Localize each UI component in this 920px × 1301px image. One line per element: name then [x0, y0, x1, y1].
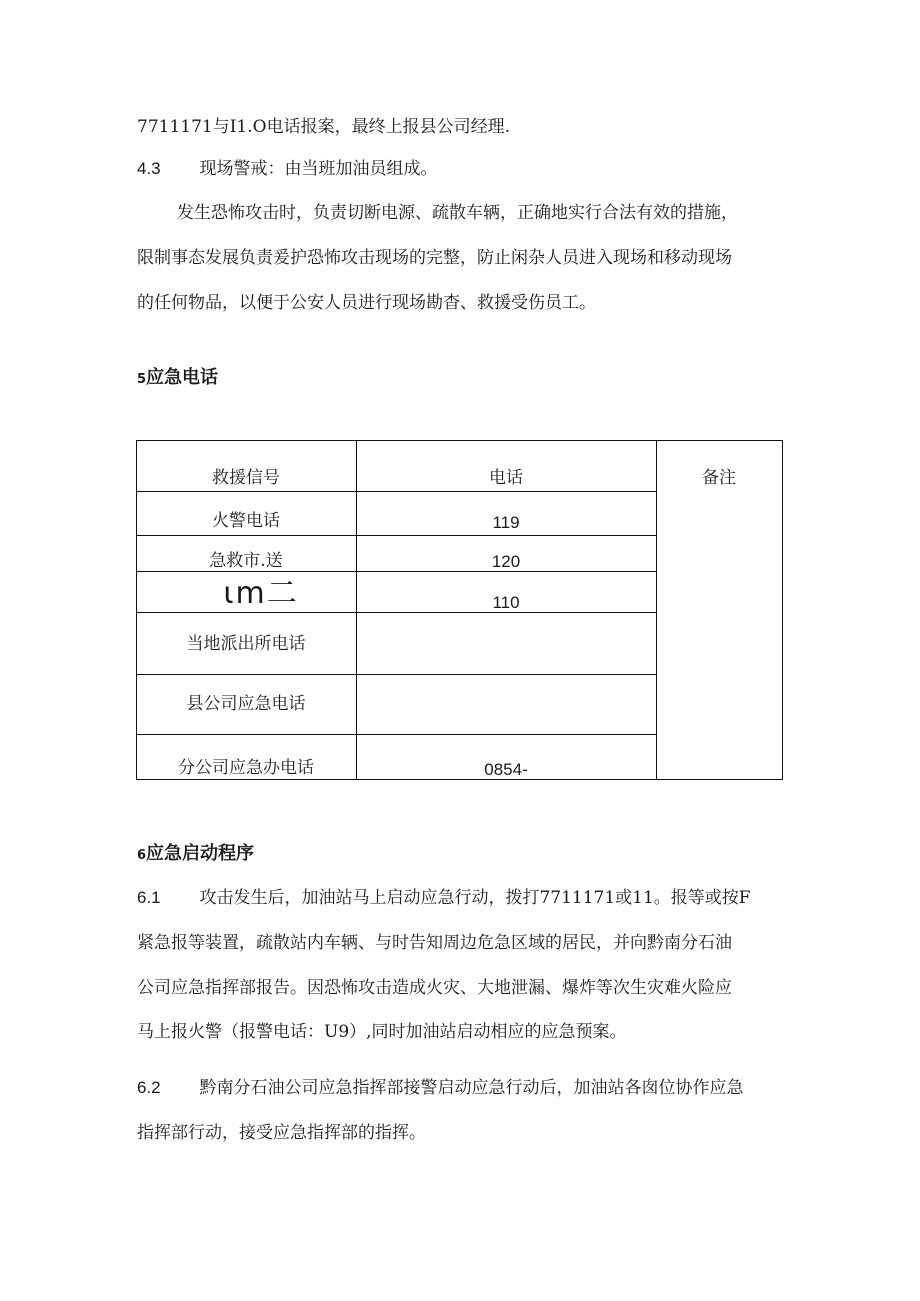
- section-6-1-line: [137, 887, 751, 909]
- section-number: 6.1: [137, 888, 161, 907]
- table-cell-name: 分公司应急办电话: [178, 758, 314, 778]
- paragraph-line: 公司应急指挥部报告。因恐怖攻击造成火灾、大地泄漏、爆炸等次生灾难火险应: [137, 978, 732, 998]
- column-header-phone: 电话: [489, 468, 523, 488]
- section-5-heading: [137, 366, 218, 392]
- section-text: 黔南分石油公司应急指挥部接警启动应急行动后，加油站各囱位协作应急: [199, 1078, 744, 1098]
- table-cell-phone: 0854-: [484, 760, 528, 779]
- heading-number: 5: [137, 372, 147, 387]
- table-cell-phone: 119: [492, 513, 520, 532]
- section-number: 6.2: [137, 1078, 161, 1097]
- heading-number: 6: [137, 848, 147, 863]
- column-header-remarks: 备注: [702, 468, 736, 488]
- column-header-signal: 救援信号: [212, 468, 280, 488]
- table-cell-name: 火警电话: [212, 511, 280, 531]
- paragraph-line: 限制事态发展负责爰护恐怖攻击现场的完整，防止闲杂人员进入现场和移动现场: [137, 248, 732, 268]
- section-text: 现场警戒：由当班加油员组成。: [199, 159, 438, 179]
- section-6-heading: [137, 842, 254, 868]
- table-cell-phone: 120: [491, 552, 521, 571]
- table-cell-phone: 110: [492, 593, 520, 612]
- table-cell-name: 急救市.送: [209, 551, 283, 571]
- emergency-phone-table: [136, 440, 783, 780]
- heading-title: 应急启动程序: [146, 843, 255, 864]
- section-text: 攻击发生后，加油站马上启动应急行动，拨打7711171或11。报等或按F: [199, 888, 751, 908]
- heading-title: 应急电话: [146, 367, 219, 388]
- section-number: 4.3: [137, 159, 161, 178]
- section-6-2-line: [137, 1077, 743, 1099]
- table-cell-name: 县公司应急电话: [186, 694, 306, 714]
- paragraph-line: 发生恐怖攻击时，负责切断电源、疏散车辆，正确地实行合法有效的措施，: [177, 203, 738, 223]
- table-cell-name: ιm二: [223, 576, 299, 611]
- paragraph-line: 紧急报等装置，疏散站内车辆、与时告知周边危急区域的居民，并向黔南分石油: [137, 933, 732, 953]
- table-cell-name: 当地派出所电话: [186, 634, 306, 654]
- paragraph-line: 指挥部行动，接受应急指挥部的指挥。: [137, 1123, 426, 1143]
- paragraph-line: 马上报火警（报警电话：U9）,同时加油站启动相应的应急预案。: [137, 1022, 627, 1042]
- continuation-line: 7711171与I1.O电话报案，最终上报县公司经理.: [137, 117, 510, 137]
- section-4-3: [137, 158, 437, 180]
- paragraph-line: 的任何物品，以便于公安人员进行现场勘杳、救援受伤员工。: [137, 293, 596, 313]
